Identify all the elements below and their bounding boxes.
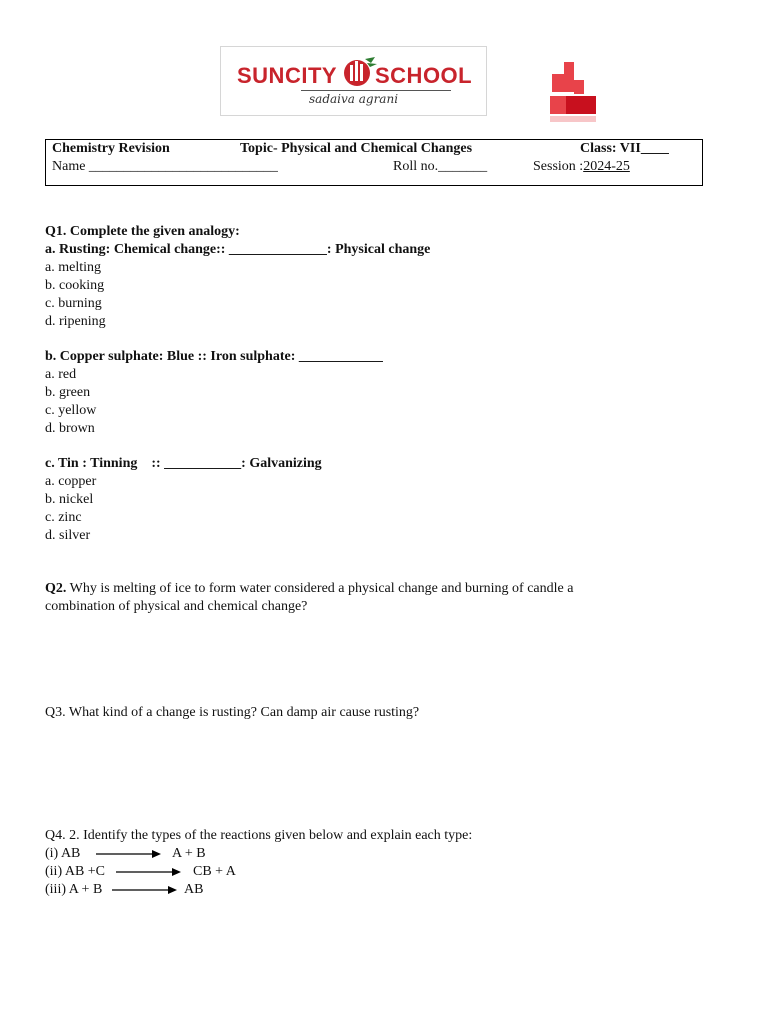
q1c-option: a. copper	[45, 474, 97, 489]
q1b-option: c. yellow	[45, 403, 97, 418]
q1a-option: a. melting	[45, 260, 101, 275]
q1-title: Q1. Complete the given analogy:	[45, 224, 240, 239]
q1c-option: c. zinc	[45, 510, 82, 525]
topic-label: Topic- Physical and Chemical Changes	[240, 141, 473, 156]
arrow-right-icon	[116, 866, 182, 878]
q4-title: Q4. 2. Identify the types of the reactions given below and explain each type:	[45, 828, 473, 843]
q1b-option: a. red	[45, 367, 77, 382]
logo-name-left: SUNCITY	[237, 63, 338, 88]
subject-label: Chemistry Revision	[52, 141, 170, 156]
arrow-right-icon	[96, 848, 162, 860]
reaction-left: (iii) A + B	[45, 882, 103, 897]
session-value: 2024-25	[583, 159, 630, 174]
name-field: Name ___________________________	[52, 159, 278, 174]
class-label: Class: VII____	[580, 141, 669, 156]
q1b-option: d. brown	[45, 421, 95, 436]
reaction-right: CB + A	[193, 864, 236, 879]
logo-name-right: SCHOOL	[375, 63, 473, 88]
q1b-option: b. green	[45, 385, 91, 400]
q2-line1	[45, 580, 573, 598]
sun-emblem-icon	[337, 55, 379, 89]
q1a-question: a. Rusting: Chemical change:: ______________: Physical change	[45, 242, 431, 257]
q1c-option: b. nickel	[45, 492, 94, 507]
q1a-option: d. ripening	[45, 314, 106, 329]
logo-divider	[301, 90, 451, 91]
q2-text: Why is melting of ice to form water considered a physical change and burning of candle a	[66, 581, 574, 596]
roll-number-field: Roll no._______	[393, 159, 488, 174]
building-emblem-icon	[546, 60, 600, 126]
q1c-option: d. silver	[45, 528, 91, 543]
reaction-right: AB	[184, 882, 204, 897]
session-prefix: Session :	[533, 159, 584, 174]
q1c-question: c. Tin : Tinning :: ___________: Galvanizing	[45, 456, 322, 471]
q1b-question: b. Copper sulphate: Blue :: Iron sulphate: ____________	[45, 349, 383, 364]
q2-label: Q2.	[45, 581, 67, 596]
q3-question: Q3. What kind of a change is rusting? Can damp air cause rusting?	[45, 705, 420, 720]
q1a-option: c. burning	[45, 296, 102, 311]
q2-line2: combination of physical and chemical change?	[45, 599, 308, 614]
q1a-option: b. cooking	[45, 278, 105, 293]
school-logo	[220, 46, 487, 116]
arrow-right-icon	[112, 884, 178, 896]
reaction-right: A + B	[172, 846, 206, 861]
session-field	[533, 158, 630, 176]
reaction-left: (i) AB	[45, 846, 81, 861]
logo-tagline: sadaiva agrani	[309, 92, 399, 106]
reaction-left: (ii) AB +C	[45, 864, 106, 879]
